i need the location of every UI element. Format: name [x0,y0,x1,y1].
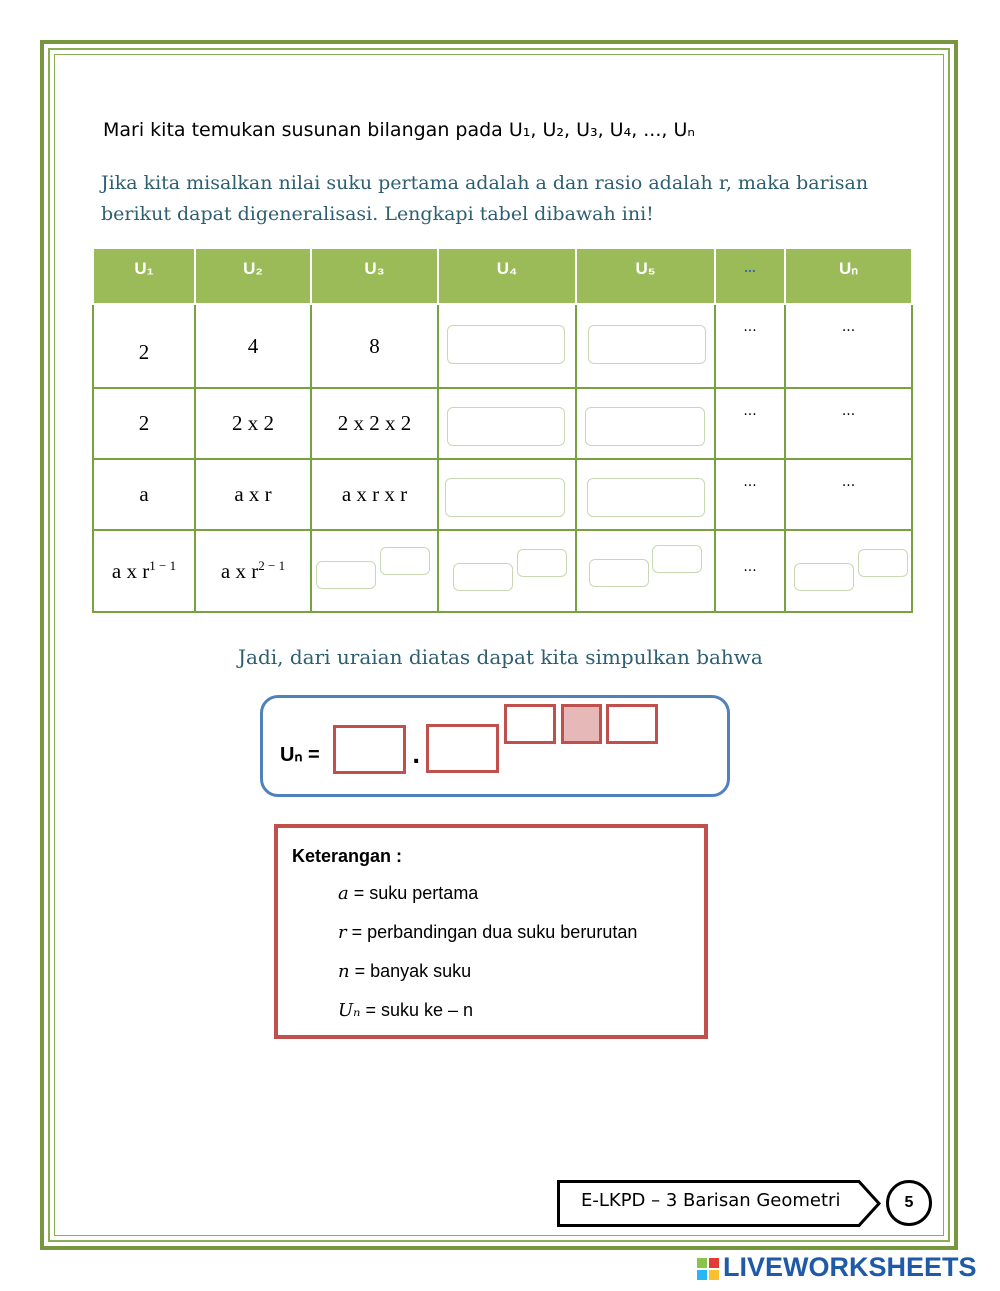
cell: 2 [93,304,195,388]
header-u4: U₄ [438,248,576,304]
legend-var: n [338,961,350,982]
cell [311,530,438,612]
legend-item-a [338,883,478,904]
formula-r-input[interactable] [426,724,499,773]
header-u2: U₂ [195,248,311,304]
formula-exp-input-1[interactable] [504,704,556,744]
exponent-input[interactable] [652,545,702,573]
base-input[interactable] [794,563,854,591]
cell [93,530,195,612]
answer-input[interactable] [588,325,706,364]
term-base: a x r [220,559,259,583]
legend-item-un [338,1000,473,1021]
exponent-input[interactable] [517,549,567,577]
exponent-input[interactable] [858,549,908,577]
cell: 2 x 2 [195,388,311,459]
cell [785,388,912,459]
intro-text: Mari kita temukan susunan bilangan pada [103,119,503,141]
legend-item-r [338,922,637,943]
legend-desc: = banyak suku [354,961,472,981]
ellipsis-text: ... [743,319,757,335]
cell [715,388,785,459]
cell: a x r [195,459,311,530]
formula-exp-input-2[interactable] [561,704,602,744]
ellipsis-text: ... [743,474,757,490]
base-input[interactable] [453,563,513,591]
legend-var: Uₙ [338,1000,361,1021]
cell [438,530,576,612]
cell: 8 [311,304,438,388]
answer-input[interactable] [585,407,705,446]
cell [438,304,576,388]
formula-label: Uₙ = [280,744,320,766]
exponent-input[interactable] [380,547,430,575]
cell [438,388,576,459]
cell [576,388,715,459]
base-input[interactable] [316,561,376,589]
cell [715,530,785,612]
instruction-paragraph: Jika kita misalkan nilai suku pertama adalah a dan rasio adalah r, maka barisan berikut dapat digeneralisasi. Lengkapi tabel dibawah ini! [101,172,869,225]
base-input[interactable] [589,559,649,587]
intro-line [103,119,695,141]
cell [576,304,715,388]
ellipsis-text: ... [841,403,856,419]
keterangan-box [274,824,708,1039]
keterangan-title: Keterangan : [292,846,403,866]
term-exponent: 2 − 1 [258,558,286,573]
cell [785,530,912,612]
header-un: Uₙ [785,248,912,304]
legend-desc: = suku pertama [353,883,479,903]
header-u5: U₅ [576,248,715,304]
legend-item-n [338,961,471,982]
answer-input[interactable] [445,478,565,517]
cell [195,530,311,612]
cell [438,459,576,530]
cell [576,459,715,530]
answer-input[interactable] [587,478,705,517]
cell [576,530,715,612]
cell [715,459,785,530]
cell: a x r x r [311,459,438,530]
cell: 2 x 2 x 2 [311,388,438,459]
page-number: 5 [886,1180,932,1226]
ellipsis-text: ... [841,319,856,335]
cell [785,459,912,530]
legend-var: a [338,883,349,904]
answer-input[interactable] [447,407,565,446]
header-ellipsis: ... [715,248,785,304]
legend-desc: = perbandingan dua suku berurutan [351,922,638,942]
term-exponent: 1 − 1 [149,558,177,573]
footer-label: E-LKPD – 3 Barisan Geometri [581,1190,841,1211]
legend-desc: = suku ke – n [365,1000,474,1020]
ellipsis-text: ... [743,403,757,419]
cell: 2 [93,388,195,459]
answer-input[interactable] [447,325,565,364]
ellipsis-text: ... [743,559,757,575]
cell [785,304,912,388]
multiply-dot: . [412,744,421,769]
footer-label-box [557,1180,882,1226]
brand-name: LIVEWORKSHEETS [723,1252,977,1282]
legend-var: r [338,922,347,943]
cell [715,304,785,388]
liveworksheets-logo-icon [697,1258,719,1280]
cell: a [93,459,195,530]
header-u3: U₃ [311,248,438,304]
formula-a-input[interactable] [333,725,406,774]
sequence-table [92,247,913,613]
term-base: a x r [111,559,150,583]
header-u1: U₁ [93,248,195,304]
formula-exp-input-3[interactable] [606,704,658,744]
ellipsis-text: ... [841,474,856,490]
cell: 4 [195,304,311,388]
conclusion-text: Jadi, dari uraian diatas dapat kita simpulkan bahwa [238,645,763,669]
intro-terms: U₁, U₂, U₃, U₄, ..., Uₙ [508,119,695,141]
